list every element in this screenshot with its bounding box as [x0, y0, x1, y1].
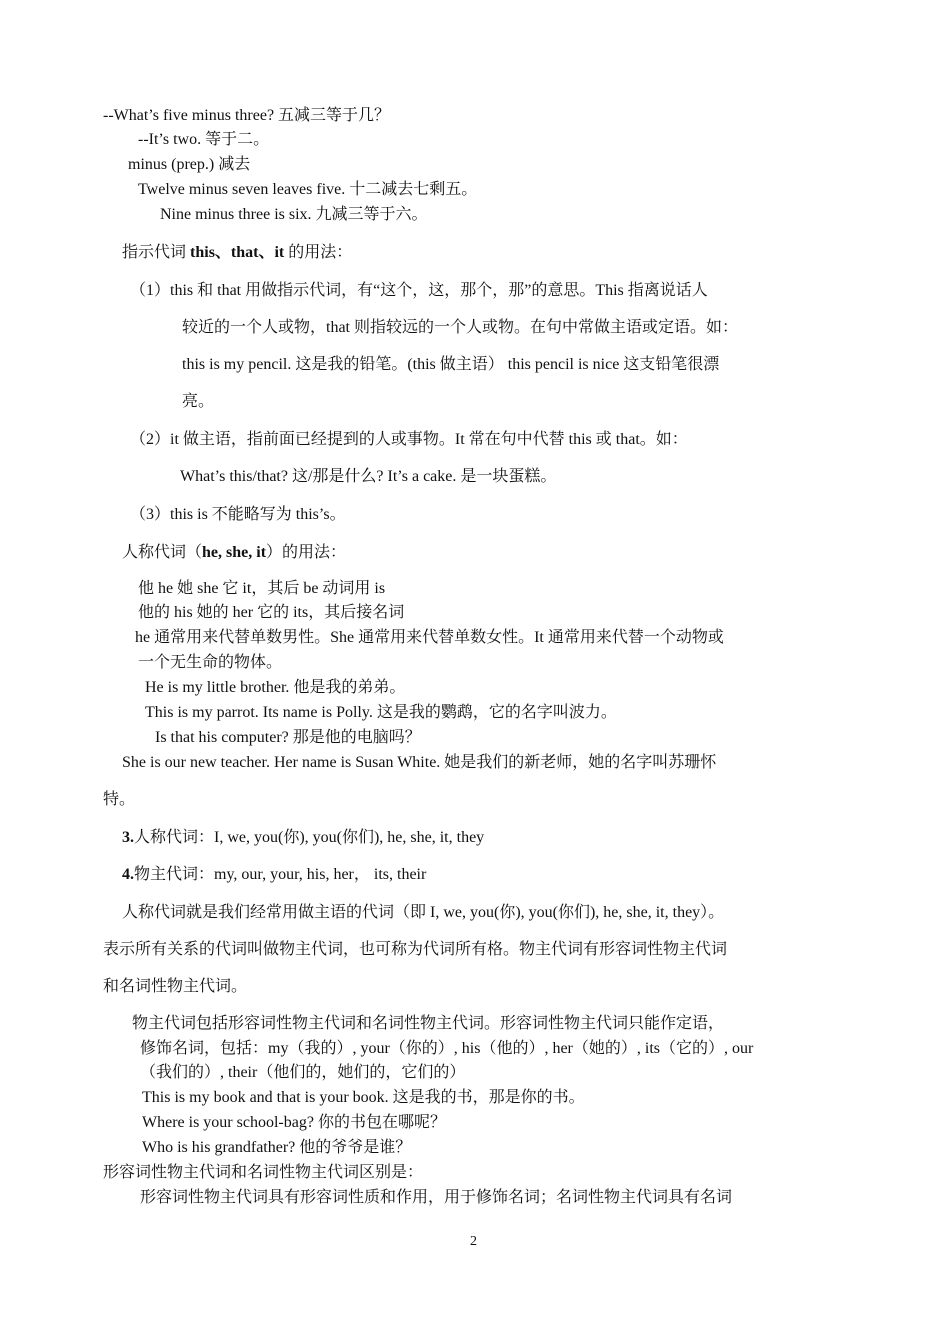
- text-line: He is my little brother. 他是我的弟弟。: [145, 679, 406, 696]
- text-line: Who is his grandfather? 他的爷爷是谁？: [142, 1139, 412, 1156]
- text-line: （我们的）, their（他们的，她们的，它们的）: [140, 1064, 466, 1081]
- text-line: 较近的一个人或物，that 则指较远的一个人或物。在句中常做主语或定语。如：: [182, 319, 738, 336]
- section-heading: 人称代词（he, she, it）的用法：: [122, 544, 347, 561]
- text-line: What’s this/that? 这/那是什么? It’s a cake. 是一块蛋糕。: [180, 468, 557, 485]
- list-item: 4.物主代词：my, our, your, his, her， its, their: [122, 866, 427, 883]
- text-line: She is our new teacher. Her name is Susan White. 她是我们的新老师，她的名字叫苏珊怀: [122, 754, 717, 771]
- text-line: Where is your school-bag? 你的书包在哪呢？: [142, 1114, 446, 1131]
- text-line: 一个无生命的物体。: [138, 654, 283, 671]
- text-line: 物主代词包括形容词性物主代词和名词性物主代词。形容词性物主代词只能作定语，: [132, 1015, 725, 1032]
- text-line: Is that his computer? 那是他的电脑吗？: [155, 729, 421, 746]
- list-item: 3.人称代词：I, we, you(你), you(你们), he, she, it, they: [122, 829, 485, 846]
- text-line: （3）this is 不能略写为 this’s。: [130, 506, 346, 523]
- text-line: This is my parrot. Its name is Polly. 这是我的鹦鹉，它的名字叫波力。: [145, 704, 617, 721]
- text-line: 特。: [103, 791, 136, 808]
- text-line: 修饰名词，包括：my（我的）, your（你的）, his（他的）, her（她的）, its（它的）, our: [140, 1040, 754, 1057]
- text-line: 形容词性物主代词和名词性物主代词区别是：: [103, 1164, 424, 1181]
- text-line: 人称代词就是我们经常用做主语的代词（即 I, we, you(你), you(你们), he, she, it, they）。: [122, 904, 725, 921]
- text-line: Twelve minus seven leaves five. 十二减去七剩五。: [138, 181, 478, 198]
- section-heading: 指示代词 this、that、it 的用法：: [122, 244, 353, 261]
- text-line: 他 he 她 she 它 it，其后 be 动词用 is: [138, 580, 386, 597]
- text-line: --What’s five minus three? 五减三等于几？: [103, 107, 391, 124]
- text-line: This is my book and that is your book. 这是我的书，那是你的书。: [142, 1089, 585, 1106]
- text-line: --It’s two. 等于二。: [138, 131, 270, 148]
- text-line: 他的 his 她的 her 它的 its，其后接名词: [138, 604, 405, 621]
- page-number: 2: [470, 1234, 477, 1249]
- text-line: 亮。: [182, 393, 215, 410]
- text-line: （1）this 和 that 用做指示代词，有“这个，这，那个，那”的意思。This 指离说话人: [130, 282, 708, 299]
- text-line: 形容词性物主代词具有形容词性质和作用，用于修饰名词；名词性物主代词具有名词: [140, 1189, 733, 1206]
- text-line: Nine minus three is six. 九减三等于六。: [160, 206, 428, 223]
- text-line: 表示所有关系的代词叫做物主代词，也可称为代词所有格。物主代词有形容词性物主代词: [103, 941, 728, 958]
- text-line: this is my pencil. 这是我的铅笔。(this 做主语） this pencil is nice 这支铅笔很漂: [182, 356, 720, 373]
- text-line: he 通常用来代替单数男性。She 通常用来代替单数女性。It 通常用来代替一个动物或: [135, 629, 724, 646]
- text-line: 和名词性物主代词。: [103, 978, 248, 995]
- text-line: minus (prep.) 减去: [128, 156, 251, 173]
- text-line: （2）it 做主语，指前面已经提到的人或事物。It 常在句中代替 this 或 that。如：: [130, 431, 688, 448]
